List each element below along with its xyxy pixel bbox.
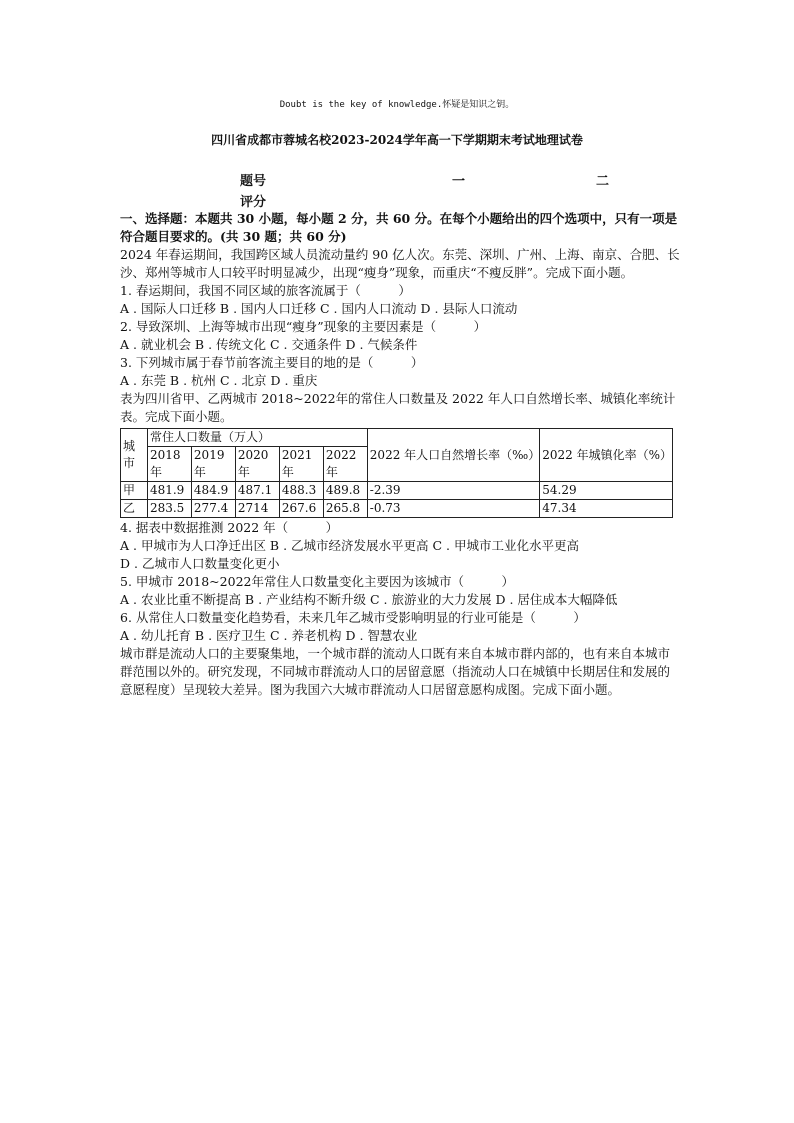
table-cell: 267.6 xyxy=(279,500,323,518)
table-header-urbanization: 2022 年城镇化率（%） xyxy=(540,429,673,482)
score-table-col1: 一 xyxy=(452,174,466,189)
table-header-year: 2020年 xyxy=(235,447,279,482)
table-cell-city: 乙 xyxy=(121,500,148,518)
table-cell: 283.5 xyxy=(147,500,191,518)
question-4-options: A . 甲城市为人口净迁出区 B . 乙城市经济发展水平更高 C . 甲城市工业化水平更高 xyxy=(120,538,579,553)
table-header-year: 2022年 xyxy=(323,447,367,482)
table-header-growth: 2022 年人口自然增长率（‰） xyxy=(367,429,539,482)
score-table-tihao: 题号 xyxy=(240,174,267,189)
table-cell-city: 甲 xyxy=(121,482,148,500)
table-header-year: 2018年 xyxy=(147,447,191,482)
question-5: 5. 甲城市 2018~2022年常住人口数量变化主要因为该城市（ ） xyxy=(120,574,514,589)
exam-title: 四川省成都市蓉城名校2023-2024学年高一下学期期末考试地理试卷 xyxy=(211,133,583,147)
exam-content xyxy=(120,210,680,699)
table-cell-urbanization: 54.29 xyxy=(540,482,673,500)
table-cell: 487.1 xyxy=(235,482,279,500)
table-cell: 265.8 xyxy=(323,500,367,518)
passage-1: 2024 年春运期间，我国跨区域人员流动量约 90 亿人次。东莞、深圳、广州、上海、南京、合肥、长沙、郑州等城市人口较平时明显减少，出现“瘦身”现象，而重庆“不瘦反胖”。完成下面小题。 xyxy=(120,247,680,280)
question-4: 4. 据表中数据推测 2022 年（ ） xyxy=(120,520,339,535)
question-6: 6. 从常住人口数量变化趋势看，未来几年乙城市受影响明显的行业可能是（ ） xyxy=(120,610,586,625)
question-1-options: A . 国际人口迁移 B . 国内人口迁移 C . 国内人口流动 D . 县际人口流动 xyxy=(120,301,518,316)
table-row xyxy=(121,482,673,500)
table-header-population: 常住人口数量（万人） xyxy=(147,429,367,447)
question-2-options: A . 就业机会 B . 传统文化 C . 交通条件 D . 气候条件 xyxy=(120,337,418,352)
population-table xyxy=(120,428,673,518)
table-cell-growth: -2.39 xyxy=(367,482,539,500)
table-header-city: 城市 xyxy=(121,429,148,482)
table-cell: 489.8 xyxy=(323,482,367,500)
question-1: 1. 春运期间，我国不同区域的旅客流属于（ ） xyxy=(120,283,411,298)
table-cell-growth: -0.73 xyxy=(367,500,539,518)
score-table-col2: 二 xyxy=(596,174,610,189)
table-header-year: 2019年 xyxy=(191,447,235,482)
question-6-options: A . 幼儿托育 B . 医疗卫生 C . 养老机构 D . 智慧农业 xyxy=(120,628,418,643)
question-4-options-cont: D . 乙城市人口数量变化更小 xyxy=(120,556,280,571)
question-2: 2. 导致深圳、上海等城市出现“瘦身”现象的主要因素是（ ） xyxy=(120,319,487,334)
table-header-year: 2021年 xyxy=(279,447,323,482)
table-cell: 277.4 xyxy=(191,500,235,518)
motto-header: Doubt is the key of knowledge.怀疑是知识之钥。 xyxy=(279,100,515,110)
question-3-options: A . 东莞 B . 杭州 C . 北京 D . 重庆 xyxy=(120,373,318,388)
question-3: 3. 下列城市属于春节前客流主要目的地的是（ ） xyxy=(120,355,424,370)
table-row xyxy=(121,500,673,518)
table-cell: 484.9 xyxy=(191,482,235,500)
table-cell: 488.3 xyxy=(279,482,323,500)
table-cell: 481.9 xyxy=(147,482,191,500)
question-5-options: A . 农业比重不断提高 B . 产业结构不断升级 C . 旅游业的大力发展 D . 居住成本大幅降低 xyxy=(120,592,618,607)
passage-3: 城市群是流动人口的主要聚集地，一个城市群的流动人口既有来自本城市群内部的，也有来自本城市群范围以外的。研究发现，不同城市群流动人口的居留意愿（指流动人口在城镇中长期居住和发展的意愿程度）呈现较大差异。图为我国六大城市群流动人口居留意愿构成图。完成下面小题。 xyxy=(120,646,671,697)
section1-heading: 一、选择题：本题共 30 小题，每小题 2 分，共 60 分。在每个小题给出的四个选项中，只有一项是符合题目要求的。(共 30 题；共 60 分) xyxy=(120,211,678,244)
table-cell: 2714 xyxy=(235,500,279,518)
table-cell-urbanization: 47.34 xyxy=(540,500,673,518)
score-table-pingfen: 评分 xyxy=(240,195,267,210)
passage-2: 表为四川省甲、乙两城市 2018~2022年的常住人口数量及 2022 年人口自然增长率、城镇化率统计表。完成下面小题。 xyxy=(120,391,676,424)
